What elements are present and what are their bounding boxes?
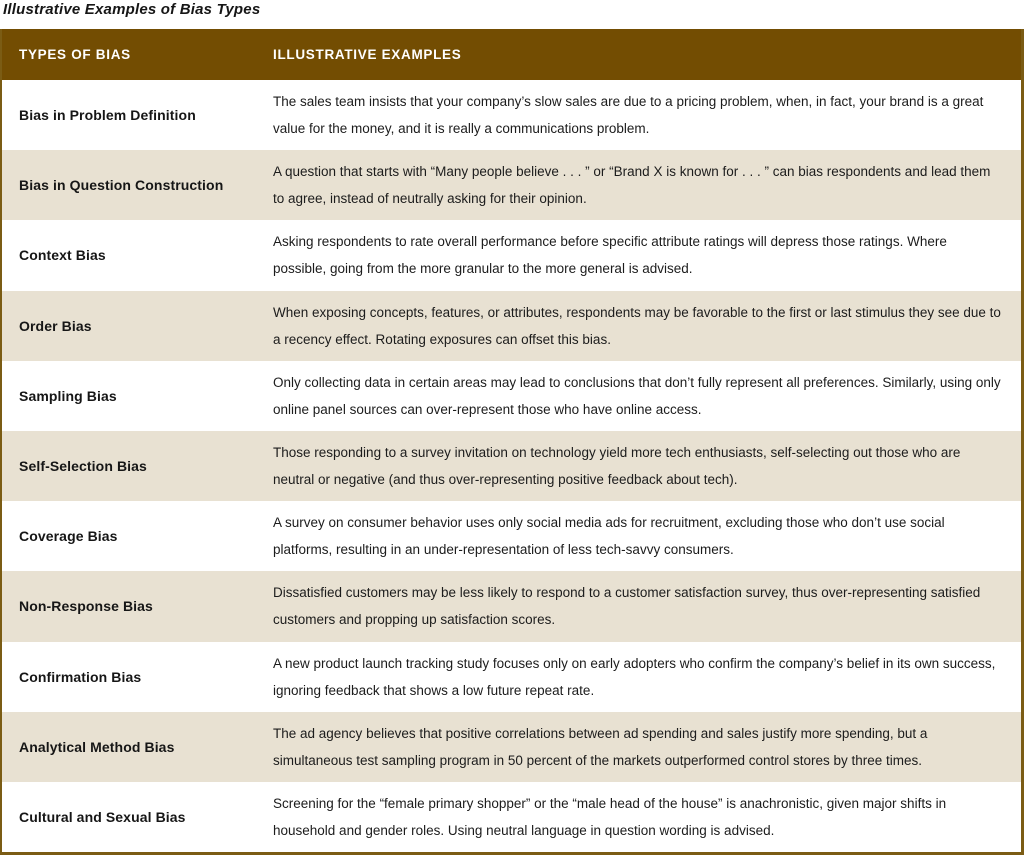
table-row	[2, 642, 1021, 712]
table-row	[2, 80, 1021, 150]
table-row	[2, 571, 1021, 641]
bias-example: A survey on consumer behavior uses only social media ads for recruitment, excluding those who don’t use social platforms, resulting in an under-representation of less tech-savvy consumers.	[273, 515, 945, 558]
bias-types-table	[0, 29, 1024, 855]
bias-example: Asking respondents to rate overall performance before specific attribute ratings will depress those ratings. Where possible, going from the more granular to the more general is advised.	[273, 234, 947, 277]
bias-type: Cultural and Sexual Bias	[19, 808, 186, 825]
bias-type: Confirmation Bias	[19, 668, 142, 685]
bias-example: Dissatisfied customers may be less likely to respond to a customer satisfaction survey, thus over-representing satisfied customers and propping up satisfaction scores.	[273, 585, 981, 628]
bias-type: Bias in Question Construction	[19, 177, 224, 194]
column-header-types-of-bias: TYPES OF BIAS	[19, 47, 131, 62]
figure-title: Illustrative Examples of Bias Types	[3, 1, 261, 18]
table-row	[2, 501, 1021, 571]
bias-type: Self-Selection Bias	[19, 458, 147, 475]
bias-type: Context Bias	[19, 247, 106, 264]
bias-type: Order Bias	[19, 317, 92, 334]
table-header-row	[2, 29, 1021, 80]
bias-example: The ad agency believes that positive correlations between ad spending and sales justify more spending, but a simultaneous test sampling program in 50 percent of the markets outperformed control stores by three times.	[273, 725, 928, 768]
table-row	[2, 291, 1021, 361]
bias-type: Sampling Bias	[19, 387, 117, 404]
table-row	[2, 220, 1021, 290]
table-row	[2, 712, 1021, 782]
column-header-illustrative-examples: ILLUSTRATIVE EXAMPLES	[273, 47, 462, 62]
bias-example: When exposing concepts, features, or attributes, respondents may be favorable to the first or last stimulus they see due to a recency effect. Rotating exposures can offset this bias.	[273, 304, 1001, 347]
bias-example: Those responding to a survey invitation on technology yield more tech enthusiasts, self-selecting out those who are neutral or negative (and thus over-representing positive feedback about tech).	[273, 445, 961, 488]
bias-example: A new product launch tracking study focuses only on early adopters who confirm the company’s belief in its own success, ignoring feedback that shows a low future repeat rate.	[273, 655, 996, 698]
bias-example: A question that starts with “Many people believe . . . ” or “Brand X is known for . . . ” can bias respondents and lead them to agree, instead of neutrally asking for their opinion.	[273, 164, 991, 207]
table-row	[2, 361, 1021, 431]
bias-type: Coverage Bias	[19, 528, 118, 545]
bias-example: Screening for the “female primary shopper” or the “male head of the house” is anachronistic, given major shifts in household and gender roles. Using neutral language in question wording is advised.	[273, 795, 947, 838]
bias-table-body	[2, 80, 1021, 852]
bias-type: Non-Response Bias	[19, 598, 153, 615]
bias-type: Bias in Problem Definition	[19, 107, 196, 124]
bias-type: Analytical Method Bias	[19, 738, 175, 755]
table-row	[2, 150, 1021, 220]
bias-example: Only collecting data in certain areas may lead to conclusions that don’t fully represent all preferences. Similarly, using only online panel sources can over-represent those who have online access.	[273, 374, 1001, 417]
table-row	[2, 782, 1021, 852]
table-row	[2, 431, 1021, 501]
bias-example: The sales team insists that your company’s slow sales are due to a pricing problem, when, in fact, your brand is a great value for the money, and it is really a communications problem.	[273, 94, 984, 137]
